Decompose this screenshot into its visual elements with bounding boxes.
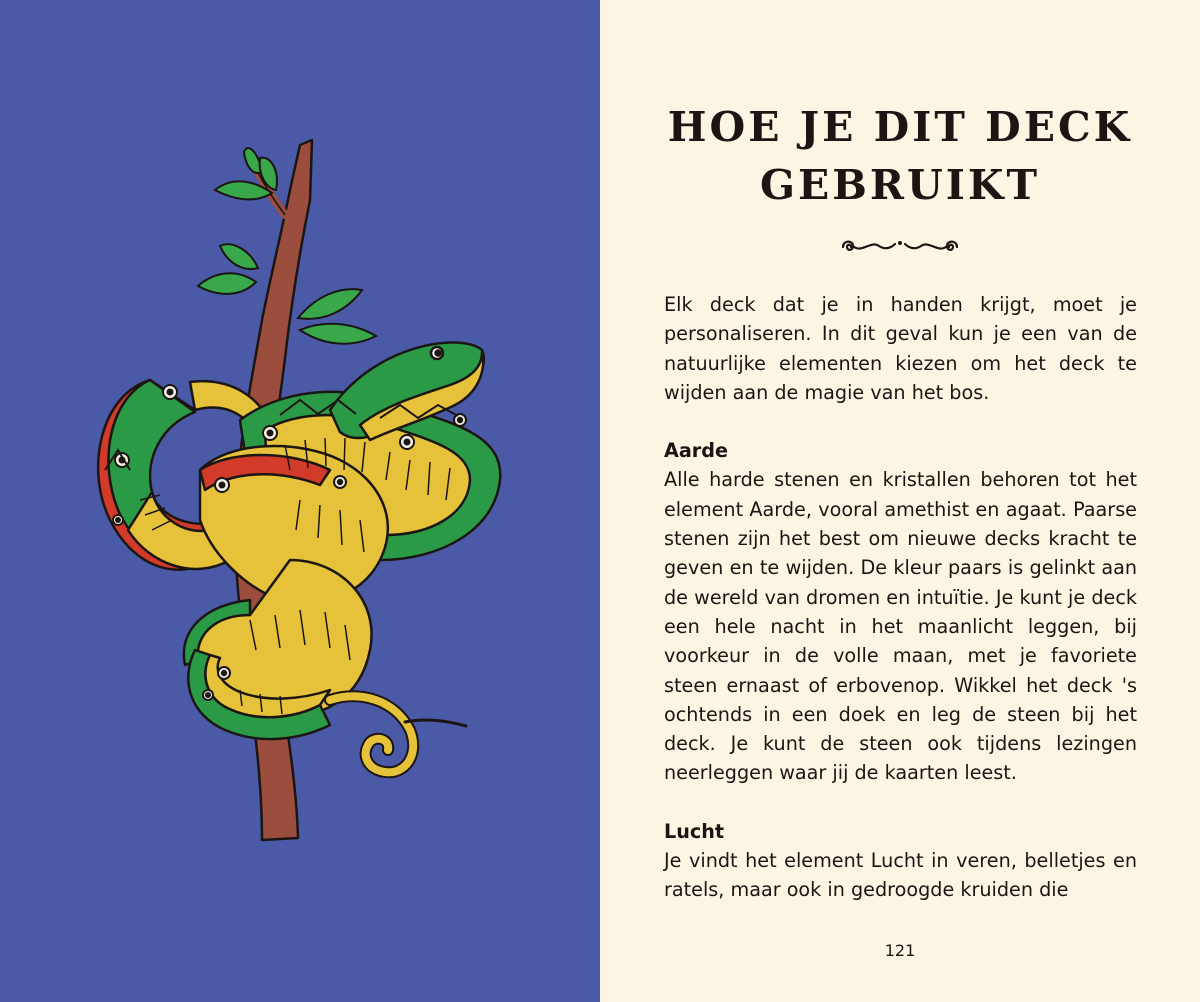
section-heading-aarde: Aarde bbox=[664, 439, 729, 463]
section-text-aarde: Alle harde stenen en kristallen behoren tot het element Aarde, vooral amethist en agaat. Paarse stenen zijn het best om nieuwe decks kracht te geven en te wijden. De kleur paars is gelinkt aan de wereld van dromen en intuïtie. Je kunt je deck een hele nacht in het maanlicht leggen, bij voorkeur in de volle maan, met je favoriete steen ernaast of erbovenop. Wikkel het deck 's ochtends in een doek en leg de steen bij het deck. Je kunt de steen ook tijdens lezingen neerleggen waar jij de kaarten leest. bbox=[664, 468, 1137, 785]
body-text bbox=[664, 290, 1137, 905]
page-title-line-1: HOE JE DIT DECK bbox=[667, 103, 1133, 151]
page-title-line-2: GEBRUIKT bbox=[759, 161, 1041, 209]
section-heading-lucht: Lucht bbox=[664, 819, 725, 843]
intro-paragraph: Elk deck dat je in handen krijgt, moet je personaliseren. In dit geval kun je een van de natuurlijke elementen kiezen om het deck te wijden aan de magie van het bos. bbox=[664, 293, 1137, 404]
paragraph-spacer bbox=[664, 407, 1137, 436]
text-page bbox=[600, 0, 1200, 1002]
page-title bbox=[600, 98, 1200, 214]
paragraph-spacer bbox=[664, 788, 1137, 817]
scroll-ornament-icon bbox=[839, 232, 961, 260]
section-text-lucht: Je vindt het element Lucht in veren, belletjes en ratels, maar ook in gedroogde kruiden die bbox=[664, 849, 1137, 902]
page-number: 121 bbox=[884, 941, 916, 960]
